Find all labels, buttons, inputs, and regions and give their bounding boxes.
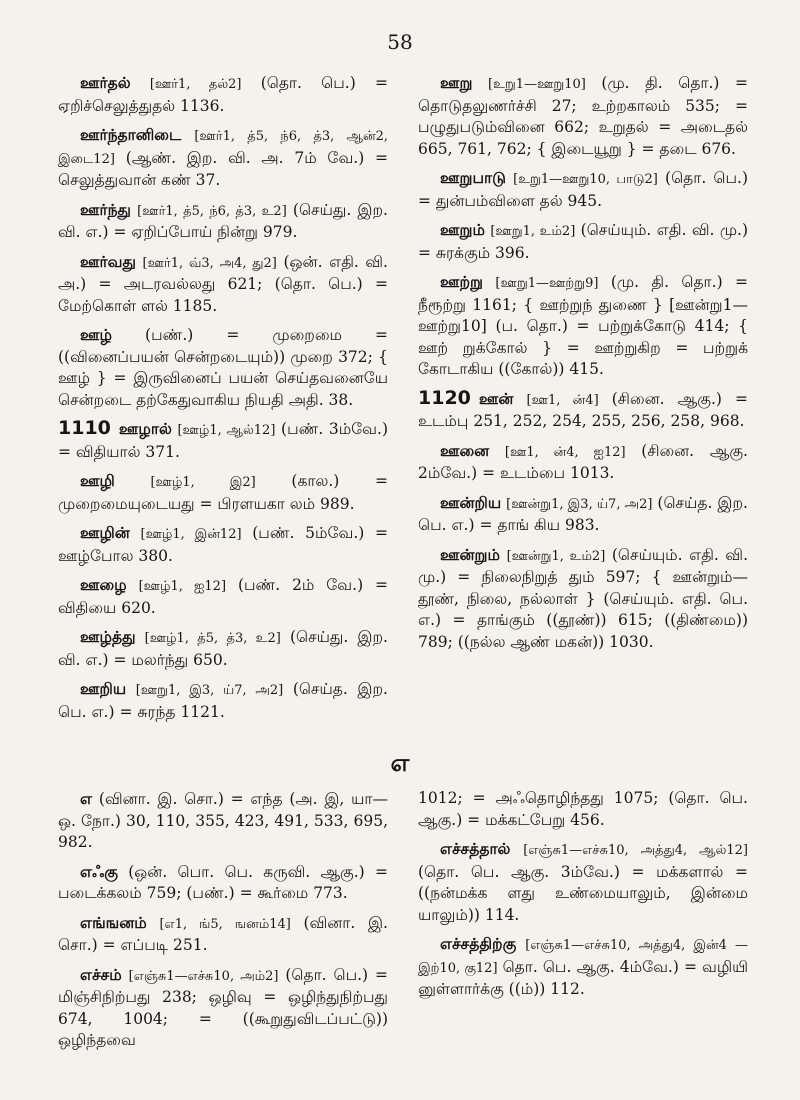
dictionary-entry bbox=[58, 199, 388, 244]
dictionary-entry bbox=[418, 933, 748, 1001]
etymology-bracket: [ஊறு1, இ3, ய்7, அ2] bbox=[135, 683, 284, 698]
dictionary-entry bbox=[418, 219, 748, 264]
dictionary-entry bbox=[58, 251, 388, 318]
dictionary-entry bbox=[418, 838, 748, 926]
definition-text: (தொ. பெ.) = துன்பம்விளை தல் 945. bbox=[418, 169, 748, 210]
etymology-bracket: [ஊர்1, த்5, ந்6, த்3, ஆன்2, இடை12] bbox=[58, 129, 388, 167]
etymology-bracket: [ஊழ்1, த்5, த்3, உ2] bbox=[144, 631, 281, 646]
definition-text: (சினை. ஆகு. 2ம்வே.) = உடம்பை 1013. bbox=[418, 441, 748, 482]
dictionary-entry bbox=[58, 324, 388, 411]
headword: ஊர்ந்து bbox=[80, 199, 131, 219]
etymology-bracket: [ஊர்1, வ்3, அ4, து2] bbox=[142, 255, 277, 271]
definition-text: (பண். 3ம்வே.) = விதியால் 371. bbox=[58, 420, 388, 461]
page-number: 58 bbox=[387, 30, 413, 54]
dictionary-entry bbox=[58, 470, 388, 515]
dictionary-entry bbox=[418, 271, 748, 381]
headword: ஊறு bbox=[440, 73, 473, 92]
dictionary-entry bbox=[58, 72, 388, 117]
dictionary-entry bbox=[418, 492, 748, 537]
headword: ஊன்றும் bbox=[440, 544, 500, 564]
etymology-bracket: [ஊ1, ன்4, ஐ12] bbox=[504, 444, 626, 460]
definition-text: (வினா. இ. சொ.) = எந்த (அ. இ, யா—ஒ. நோ.) 30, 110, 355, 423, 491, 533, 695, 982. bbox=[58, 790, 388, 851]
definition-text: (ஒன். பொ. பெ. கருவி. ஆகு.) = படைக்கலம் 759; (பண்.) = கூர்மை 773. bbox=[58, 862, 388, 902]
headword: ஊழி bbox=[80, 471, 115, 490]
dictionary-entry bbox=[58, 861, 388, 905]
etymology-bracket: [எஞ்சு1—எச்சு10, அம்2] bbox=[128, 968, 279, 984]
etymology-bracket: [ஊழ்1, ஐ12] bbox=[138, 579, 227, 594]
dictionary-entry bbox=[418, 544, 748, 654]
definition-text: (தொ. பெ. ஆகு. 3ம்வே.) = மக்களால் = ((நன்மக்க ளது உண்மையாலும், இன்மை யாலும்)) 114. bbox=[418, 862, 748, 924]
etymology-bracket: [ஊழ்1, ஆல்12] bbox=[177, 423, 276, 438]
entry-number: 1110 bbox=[58, 417, 111, 439]
dictionary-entry bbox=[58, 788, 388, 854]
definition-text: (செய்த. இற. பெ. எ.) = தாங் கிய 983. bbox=[418, 493, 748, 534]
lower-columns bbox=[58, 788, 748, 1059]
headword: எச்சத்தால் bbox=[440, 839, 511, 858]
headword: ஊர்ந்தானிடை bbox=[80, 125, 182, 144]
headword: ஊர்வது bbox=[80, 251, 136, 271]
entry-number: 1120 bbox=[418, 386, 471, 409]
dictionary-entry bbox=[58, 574, 388, 619]
dictionary-entry bbox=[58, 522, 388, 567]
definition-text: (ஆண். இற. வி. அ. 7ம் வே.) = செலுத்துவான் கண் 37. bbox=[58, 148, 389, 189]
headword: ஊர்தல் bbox=[80, 73, 131, 92]
etymology-bracket: [ஊர்1, த்5, ந்6, த்3, உ2] bbox=[137, 203, 287, 219]
headword: ஊழை bbox=[80, 575, 127, 594]
right-column-upper bbox=[418, 72, 748, 730]
dictionary-entry bbox=[418, 788, 748, 831]
definition-text: (செய்து. இற. வி. எ.) = மலர்ந்து 650. bbox=[58, 628, 388, 669]
etymology-bracket: [உறு1—ஊறு10, பாடு2] bbox=[513, 172, 658, 187]
headword: ஊழால் bbox=[118, 419, 172, 438]
definition-text: (பண். 2ம் வே.) = விதியை 620. bbox=[58, 576, 388, 617]
headword: எங்ஙனம் bbox=[80, 912, 147, 932]
etymology-bracket: [எஞ்சு1—எச்சு10, அத்து4, ஆல்12] bbox=[523, 843, 748, 858]
headword: ஊழ்த்து bbox=[80, 627, 136, 646]
dictionary-entry bbox=[418, 167, 748, 212]
definition-text: (செய்த. இற. பெ. எ.) = சுரந்த 1121. bbox=[58, 680, 388, 721]
definition-text: (பண்.) = முறைமை = ((வினைப்பயன் சென்றடையும்)) முறை 372; { ஊழ் } = இருவினைப் பயன் செய்தவனையே சென்றடை தற்கேதுவாகிய நியதி அதி. 38. bbox=[58, 326, 388, 409]
dictionary-entry bbox=[58, 124, 388, 192]
headword: ஊனை bbox=[440, 440, 490, 460]
upper-columns bbox=[58, 72, 748, 730]
definition-text: (ஒன். எதி. வி. அ.) = அடரவல்லது 621; (தொ. பெ.) = மேற்கொள் ளல் 1185. bbox=[58, 252, 388, 315]
headword: எச்சம் bbox=[80, 964, 122, 984]
etymology-bracket: [ஊழ்1, இன்12] bbox=[140, 527, 242, 542]
headword: ஊறிய bbox=[80, 679, 127, 698]
headword: ஊற்று bbox=[440, 272, 484, 291]
definition-text: (செய்து. இற. வி. எ.) = ஏறிப்போய் நின்று 979. bbox=[58, 200, 388, 241]
left-column-lower bbox=[58, 788, 388, 1059]
etymology-bracket: [எஞ்சு1—எச்சு10, அத்து4, இன்4 — இற்10, கு12] bbox=[418, 938, 748, 976]
dictionary-entry bbox=[418, 72, 748, 160]
definition-text: (செய்யும். எதி. வி. மு.) = சுரக்கும் 396. bbox=[418, 221, 748, 262]
definition-text: (செய்யும். எதி. வி. மு.) = நிலைநிறுத் தும் 597; { ஊன்றும்—தூண், நிலை, நல்லாள் } (செய்யும். எதி. பெ. எ.) = தாங்கும் ((தூண்)) 615; ((திண்மை)) 789; ((நல்ல ஆண் மகன்)) 1030. bbox=[418, 545, 748, 651]
headword: எஃகு bbox=[80, 861, 118, 881]
etymology-bracket: [ஊர்1, தல்2] bbox=[149, 77, 242, 92]
etymology-bracket: [ஊறு1—ஊற்று9] bbox=[495, 276, 599, 291]
etymology-bracket: [உறு1—ஊறு10] bbox=[488, 77, 586, 92]
section-letter: எ bbox=[390, 748, 410, 777]
dictionary-entry bbox=[58, 418, 388, 463]
etymology-bracket: [ஊழ்1, இ2] bbox=[150, 475, 256, 490]
headword: ஊழ் bbox=[80, 325, 112, 344]
definition-text: (மு. தி. தொ.) = நீரூற்று 1161; { ஊற்றுந் துணை } [ஊன்று1—ஊற்று10] (ப. தொ.) = பற்றுக்கோடு 414; { ஊற் றுக்கோல் } = ஊற்றுகிற = பற்றுக் கோடாகிய ((கோல்)) 415. bbox=[418, 273, 748, 378]
definition-text: (வினா. இ. சொ.) = எப்படி 251. bbox=[58, 913, 388, 954]
definition-text: (தொ. பெ.) = மிஞ்சிநிற்பது 238; ஒழிவு = ஒழிந்துநிற்பது 674, 1004; = ((கூறுதுவிடப்பட்டு)) ஒழிந்தவை bbox=[58, 965, 388, 1049]
etymology-bracket: [ஊ1, ன்4] bbox=[526, 392, 599, 408]
headword: எச்சத்திற்கு bbox=[440, 934, 517, 953]
dictionary-entry bbox=[58, 912, 388, 957]
dictionary-entry bbox=[58, 626, 388, 671]
etymology-bracket: [ஊன்று1, உம்2] bbox=[506, 548, 606, 564]
headword: எ bbox=[80, 789, 93, 808]
definition-text: (பண். 5ம்வே.) = ஊழ்போல 380. bbox=[58, 524, 388, 565]
definition-text: (தொ. பெ.) = ஏறிச்செலுத்துதல் 1136. bbox=[58, 74, 388, 115]
etymology-bracket: [எ1, ங்5, ஙனம்14] bbox=[159, 916, 291, 932]
dictionary-entry bbox=[58, 964, 388, 1052]
definition-text: (கால.) = முறைமையுடையது = பிரளயகா லம் 989. bbox=[58, 472, 388, 513]
dictionary-entry bbox=[418, 388, 748, 433]
left-column-upper bbox=[58, 72, 388, 730]
dictionary-entry bbox=[418, 440, 748, 485]
definition-text: (மு. தி. தொ.) = தொடுதலுணர்ச்சி 27; உற்றகாலம் 535; = பழுதுபடும்வினை 662; உறுதல் = அடைதல் 665, 761, 762; { இடையூறு } = தடை 676. bbox=[418, 74, 748, 158]
right-column-lower bbox=[418, 788, 748, 1059]
etymology-bracket: [ஊறு1, உம்2] bbox=[490, 224, 576, 239]
headword: ஊறுபாடு bbox=[440, 168, 506, 187]
definition-text: தொ. பெ. ஆகு. 4ம்வே.) = வழியி னுள்ளார்க்கு ((ம்)) 112. bbox=[418, 957, 748, 998]
definition-text: (சினை. ஆகு.) = உடம்பு 251, 252, 254, 255, 256, 258, 968. bbox=[418, 389, 749, 430]
headword: ஊழின் bbox=[80, 523, 130, 542]
definition-text: 1012; = அஃதொழிந்தது 1075; (தொ. பெ. ஆகு.) = மக்கட்பேறு 456. bbox=[418, 789, 748, 829]
headword: ஊன் bbox=[478, 388, 514, 408]
dictionary-entry bbox=[58, 678, 388, 723]
headword: ஊன்றிய bbox=[440, 492, 502, 512]
etymology-bracket: [ஊன்று1, இ3, ய்7, அ2] bbox=[506, 496, 653, 512]
headword: ஊறும் bbox=[440, 220, 485, 239]
